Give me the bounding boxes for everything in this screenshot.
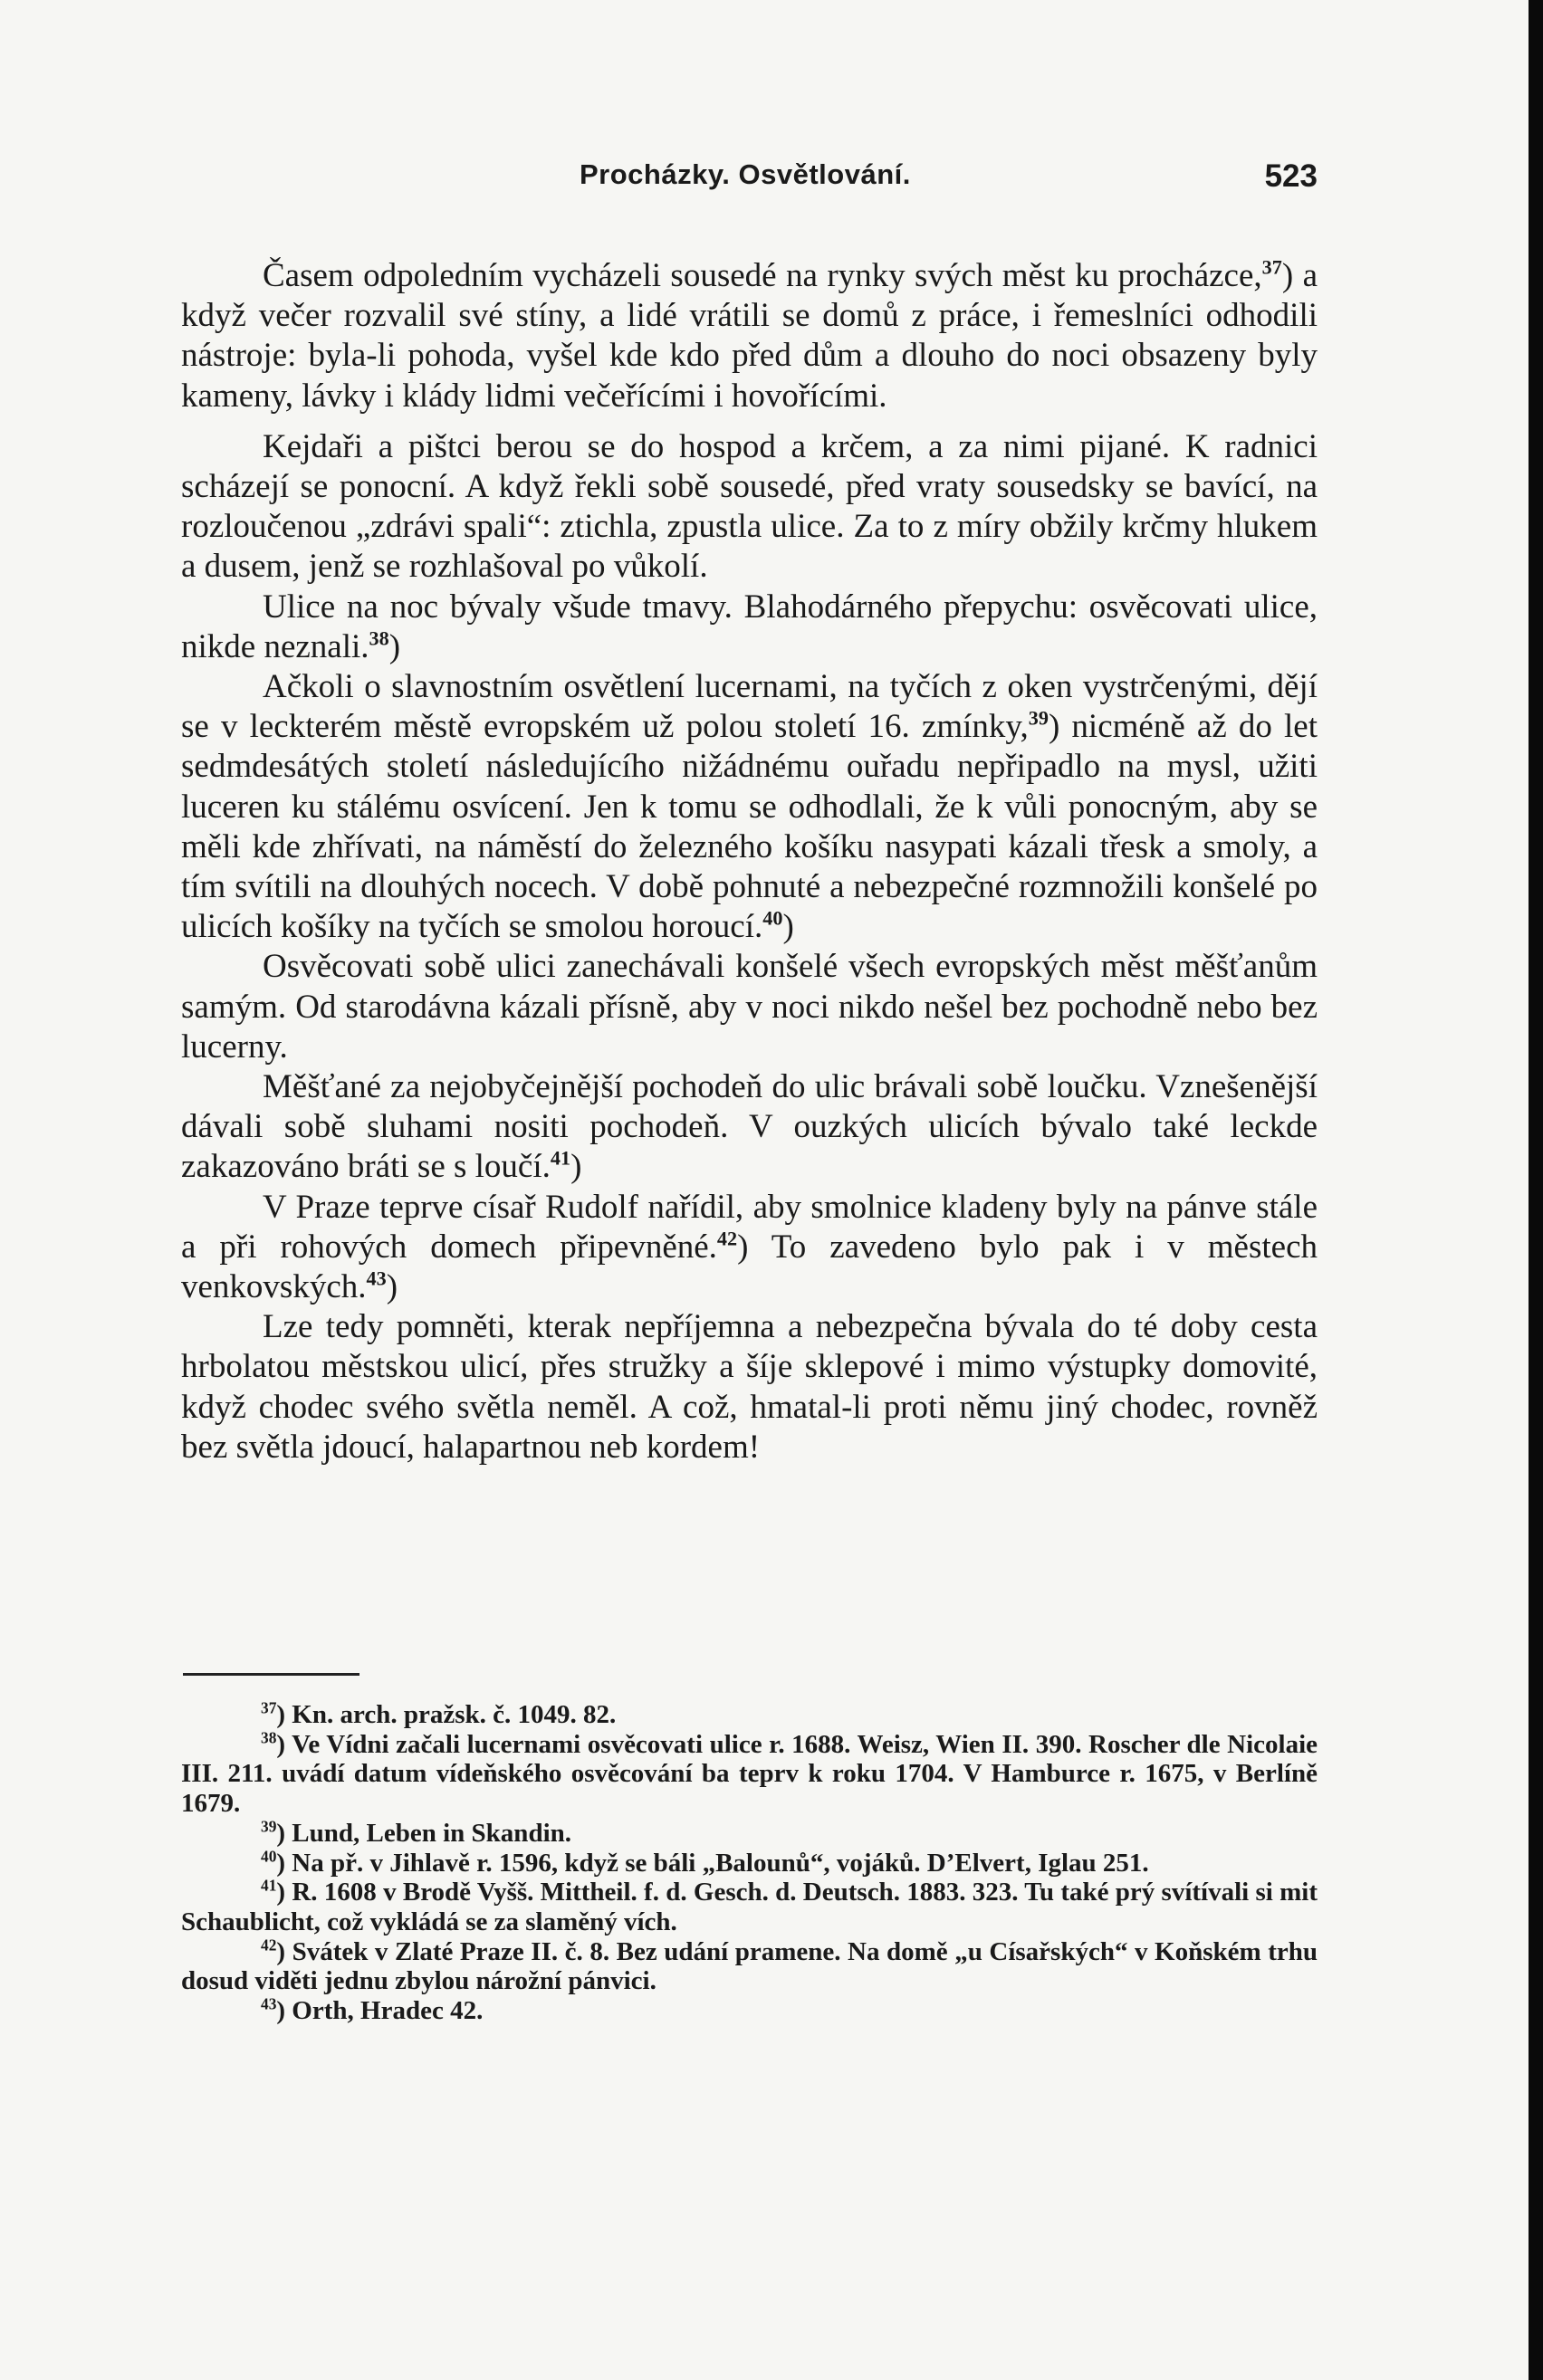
footnote-text: ) Kn. arch. pražsk. č. 1049. 82.: [276, 1700, 617, 1729]
footnote-reference: 39: [1028, 706, 1049, 730]
body-paragraph: [181, 947, 1318, 1067]
footnote-separator: [183, 1673, 359, 1676]
footnote: [181, 1846, 1318, 1878]
footnote-reference: 43: [366, 1266, 387, 1290]
page-number: 523: [1264, 158, 1318, 194]
paragraph-text: ): [570, 1148, 582, 1186]
paragraph-text: ): [386, 1268, 398, 1306]
paragraph-text: ): [388, 627, 401, 665]
paragraph-text: Kejdaři a pištci berou se do hospod a krčem, a za nimi pijané. K radnici scházejí se ponocní. A když řekli sobě sousedé, před vraty sousedsky se bavící, na rozloučenou „zdrávi spali“: ztichla, zpustla ulice. Za to z míry obžily krčmy hlukem a dusem, jenž se rozhlašoval po vůkolí.: [181, 427, 1318, 586]
footnote-text: ) Orth, Hradec 42.: [276, 1996, 484, 2026]
body-paragraph: [181, 1307, 1318, 1467]
footnote-text: ) Lund, Leben in Skandin.: [276, 1818, 572, 1848]
footnote-number: 42: [261, 1935, 277, 1954]
paragraph-text: ) a když večer rozvalil své stíny, a lidé vrátili se domů z práce, i řemeslníci odhodili nástroje: byla-li pohoda, vyšel kde kdo před dům a dlouho do noci obsazeny byly kameny, lávky i klády lidmi večeřícími i hovořícími.: [181, 257, 1318, 415]
paragraph-text: V Praze teprve císař Rudolf nařídil, aby smolnice kladeny byly na pánve stále a při rohových domech připevněné.: [181, 1188, 1318, 1266]
footnote-reference: 41: [550, 1147, 571, 1171]
footnote-number: 38: [261, 1728, 277, 1747]
footnote-reference: 42: [716, 1227, 738, 1250]
footnote-reference: 38: [369, 626, 389, 650]
footnote-reference: 40: [762, 906, 783, 930]
footnote-number: 40: [261, 1846, 277, 1865]
footnote: [181, 1937, 1318, 1996]
paragraph-text: ): [782, 908, 794, 946]
page-header: [181, 158, 1318, 204]
body-paragraph: [181, 1067, 1318, 1188]
footnote-number: 39: [261, 1817, 277, 1836]
paragraph-text: ) nicméně až do let sedmdesátých století následujícího nižádnému ouřadu nepřipadlo na mysl, užiti luceren ku stálému osvícení. Jen k tomu se odhodlali, že k vůli ponocným, aby se měli kde zhřívati, na náměstí do železného košíku nasypati kázali třesk a smoly, a tím svítili na dlouhých nocech. V době pohnuté a nebezpečné rozmnožili konšelé po ulicích košíky na tyčích se smolou horoucí.: [181, 708, 1318, 946]
body-paragraph: [181, 256, 1318, 416]
paragraph-text: Ačkoli o slavnostním osvětlení lucernami, na tyčích z oken vystrčenými, dějí se v leckterém městě evropském už polou století 16. zmínky,: [181, 668, 1318, 746]
footnote-text: ) Na př. v Jihlavě r. 1596, když se báli „Balounů“, vojáků. D’Elvert, Iglau 251.: [276, 1848, 1149, 1878]
footnote: [181, 1996, 1318, 2026]
paragraph-text: Osvěcovati sobě ulici zanechávali konšelé všech evropských měst měšťanům samým. Od starodávna kázali přísně, aby v noci nikdo nešel bez pochodně nebo bez lucerny.: [181, 948, 1318, 1066]
body-paragraph: [181, 1188, 1318, 1308]
footnote-text: ) R. 1608 v Brodě Vyšš. Mittheil. f. d. Gesch. d. Deutsch. 1883. 323. Tu také prý svítívali si mit Schaublicht, což vykládá se za slaměný vích.: [181, 1878, 1318, 1936]
body-text: [181, 256, 1318, 1467]
footnote-reference: 37: [1261, 255, 1282, 279]
footnote: [181, 1878, 1318, 1936]
paragraph-text: ) To zavedeno bylo pak i v městech venkovských.: [181, 1228, 1318, 1306]
footnote-number: 41: [261, 1876, 277, 1895]
running-title: Procházky. Osvětlování.: [580, 158, 911, 190]
footnote: [181, 1730, 1318, 1819]
footnote-number: 37: [261, 1698, 277, 1717]
body-paragraph: [181, 427, 1318, 588]
paragraph-text: Lze tedy pomněti, kterak nepříjemna a nebezpečna bývala do té doby cesta hrbolatou městskou ulicí, přes stružky a šíje sklepové i mimo výstupky domovité, když chodec svého světla neměl. A což, hmatal-li proti němu jiný chodec, rovněž bez světla jdoucí, halapartnou neb kordem!: [181, 1308, 1318, 1466]
footnote-number: 43: [261, 1994, 277, 2013]
scan-edge: [1529, 0, 1543, 2380]
footnote-text: ) Ve Vídni začali lucernami osvěcovati ulice r. 1688. Weisz, Wien II. 390. Roscher dle Nicolaie III. 211. uvádí datum vídeňského osvěcování ba teprv k roku 1704. V Hamburce r. 1675, v Berlíně 1679.: [181, 1729, 1318, 1819]
paragraph-text: Měšťané za nejobyčejnější pochodeň do ulic brávali sobě loučku. Vznešenější dávali sobě sluhami nositi pochodeň. V ouzkých ulicích bývalo také leckde zakazováno bráti se s loučí.: [181, 1068, 1318, 1186]
footnote: [181, 1819, 1318, 1849]
footnotes: [181, 1700, 1318, 2026]
body-paragraph: [181, 588, 1318, 667]
footnote: [181, 1700, 1318, 1730]
paragraph-text: Časem odpoledním vycházeli sousedé na rynky svých měst ku procházce,: [263, 257, 1262, 294]
paragraph-text: Ulice na noc bývaly všude tmavy. Blahodárného přepychu: osvěcovati ulice, nikde neznali.: [181, 588, 1318, 665]
footnote-text: ) Svátek v Zlaté Praze II. č. 8. Bez udání pramene. Na domě „u Císařských“ v Koňském trhu dosud viděti jednu zbylou nárožní pánvici.: [181, 1936, 1318, 1996]
body-paragraph: [181, 667, 1318, 947]
